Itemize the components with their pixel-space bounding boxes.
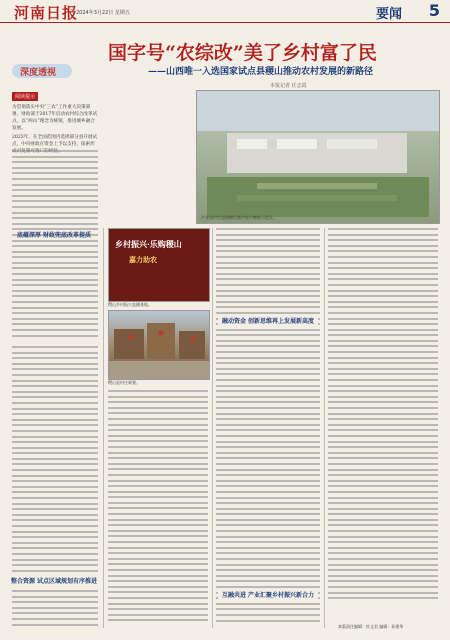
rubric-label: 深度透视: [20, 68, 57, 78]
article-column: [12, 150, 98, 340]
article-column: [108, 390, 208, 628]
editor-credit: 本版责任编辑：杜文君 编辑：孙建华: [338, 624, 404, 629]
section-subtitle: 底蕴深厚 财政兜底改革提质: [16, 232, 92, 239]
article-column: [216, 228, 320, 628]
byline: 本报记者 任志霞: [270, 83, 307, 89]
headline: 国字号“农综改”美了乡村富了民: [108, 42, 377, 64]
main-photo: [196, 90, 440, 224]
photo-caption: 稷山乡村振兴直播基地。: [108, 302, 152, 307]
column-divider: [324, 228, 325, 628]
photo-caption: 稷山县村庄新貌。: [108, 380, 140, 385]
article-column: [328, 228, 438, 618]
section-subtitle: 互融共进 产业汇聚乡村振兴新合力: [218, 590, 318, 599]
section-subtitle: 整合资源 试点区域规划有序推进: [10, 578, 98, 585]
banner-subtext: 嘉力助农: [129, 255, 157, 264]
photo-caption: 产业园中打造规模化集中连片种植示范区。: [201, 215, 277, 220]
section-title: 要闻: [375, 7, 402, 22]
column-divider: [212, 228, 213, 628]
section-subtitle: 融动资金 创新思维再上发展新高度: [218, 316, 318, 325]
newspaper-logo: 河南日报: [14, 4, 79, 22]
reading-tip-tag: 阅读提示: [12, 92, 38, 101]
column-divider: [103, 228, 104, 628]
lead-text: 2023年，在全国范围内选择部分县开展试点，中央财政在资金上予以支持，探索形: [12, 135, 98, 147]
aerial-view-illustration: [197, 91, 439, 223]
banner-text: 乡村振兴·乐购稷山: [115, 239, 182, 249]
village-photo: [108, 310, 210, 380]
page-number: 5: [428, 1, 440, 20]
issue-date: 2024年3月22日 星期五: [76, 10, 130, 16]
subheadline: ——山西唯一入选国家试点县稷山推动农村发展的新路径: [148, 67, 374, 77]
rubric-badge: [12, 64, 72, 78]
article-column: [12, 346, 98, 576]
lead-text: 为贯彻落实中央“三农”工作重大决策部署，财政部于2017年启动农村综合改革试点，以“两山”理念为统领，推进城乡融合发展。: [12, 105, 98, 131]
village-street-illustration: [109, 311, 209, 379]
lead-column: [12, 104, 98, 134]
livestream-photo: [108, 228, 210, 302]
article-column: [12, 590, 98, 628]
masthead: [0, 0, 450, 23]
